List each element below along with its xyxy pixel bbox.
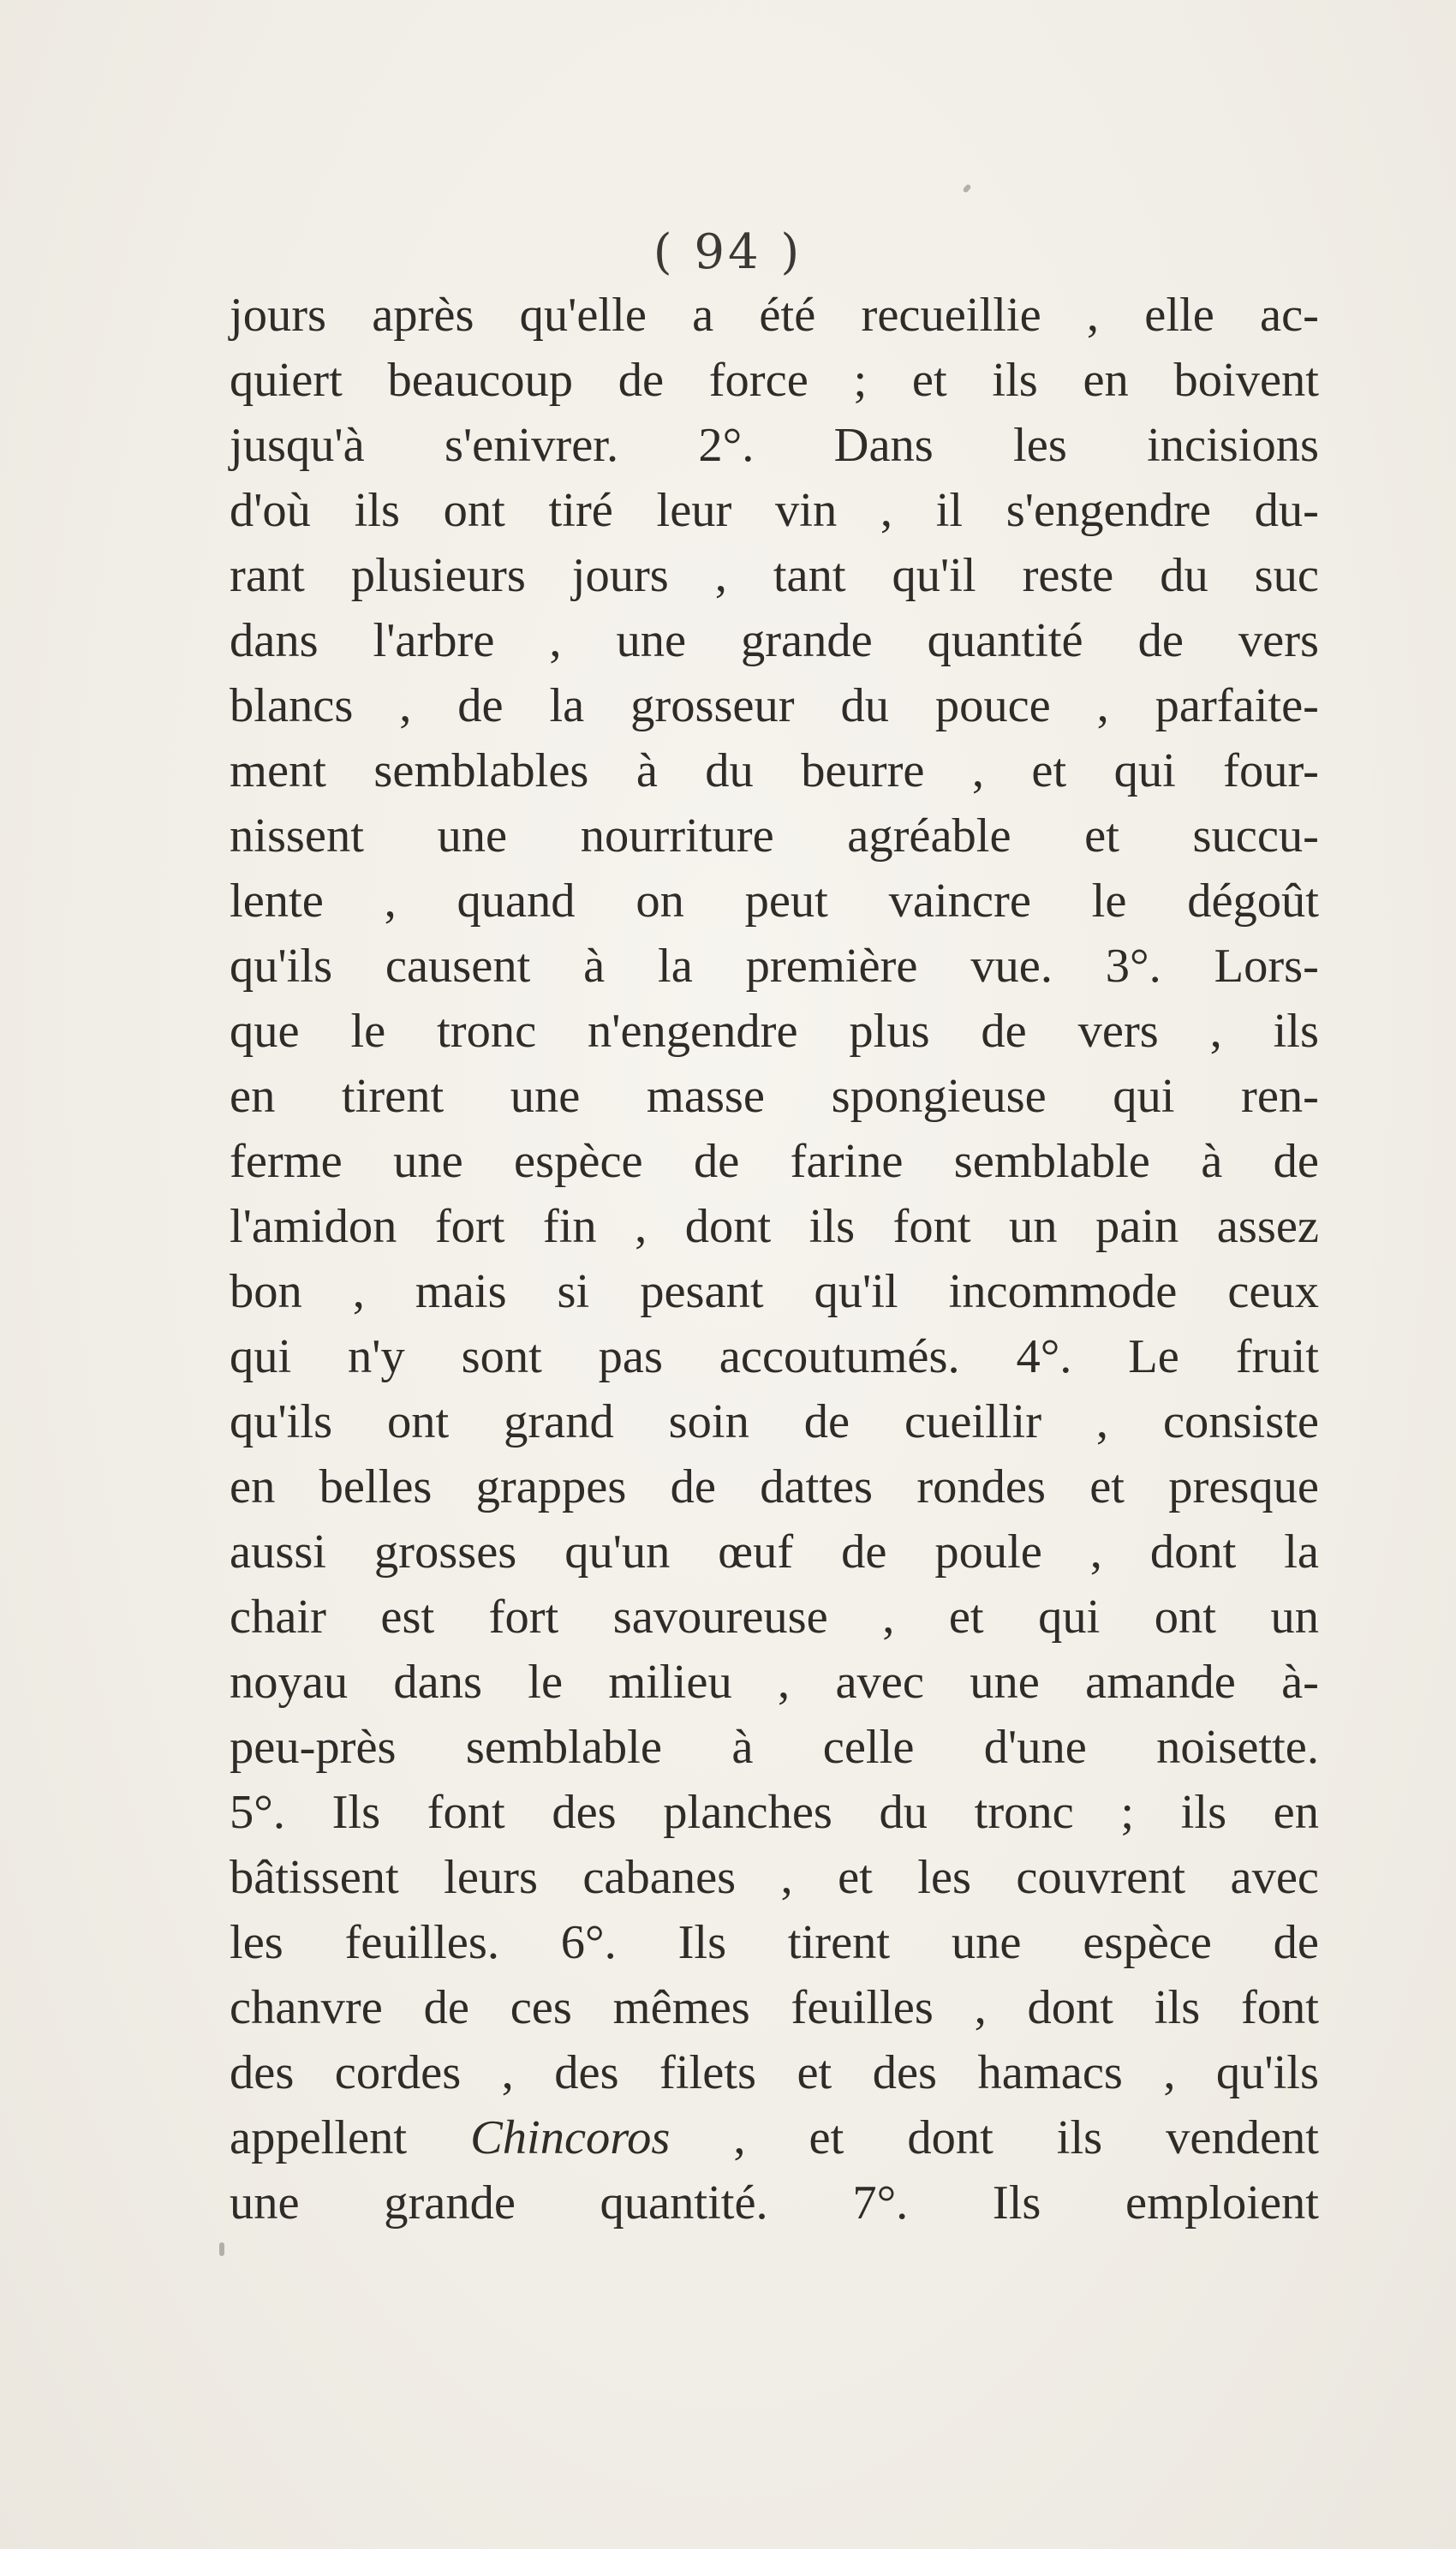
text-line: jusqu'à s'enivrer. 2°. Dans les incisions: [230, 419, 1319, 472]
text-line: aussi grosses qu'un œuf de poule , dont la: [230, 1525, 1319, 1579]
text-line: une grande quantité. 7°. Ils emploient: [230, 2176, 1319, 2230]
text-line: 5°. Ils font des planches du tronc ; ils en: [230, 1786, 1319, 1839]
text-line: qu'ils causent à la première vue. 3°. Lors-: [230, 940, 1319, 993]
text-segment: appellent: [230, 2111, 471, 2164]
text-line: blancs , de la grosseur du pouce , parfaite-: [230, 679, 1319, 732]
text-line: rant plusieurs jours , tant qu'il reste du suc: [230, 549, 1319, 602]
text-segment: , et dont ils vendent: [670, 2111, 1319, 2164]
text-line: d'où ils ont tiré leur vin , il s'engendre du-: [230, 484, 1319, 537]
text-line: qui n'y sont pas accoutumés. 4°. Le fruit: [230, 1330, 1319, 1383]
paper-speck: [962, 183, 971, 194]
text-line: chanvre de ces mêmes feuilles , dont ils font: [230, 1981, 1319, 2034]
text-line-chincoros: [230, 2105, 1319, 2170]
text-line: en tirent une masse spongieuse qui ren-: [230, 1070, 1319, 1123]
text-line: ferme une espèce de farine semblable à de: [230, 1135, 1319, 1188]
text-line: bon , mais si pesant qu'il incommode ceux: [230, 1265, 1319, 1318]
text-line: que le tronc n'engendre plus de vers , ils: [230, 1005, 1319, 1058]
text-line: peu-près semblable à celle d'une noisette.: [230, 1721, 1319, 1774]
text-line: qu'ils ont grand soin de cueillir , consiste: [230, 1395, 1319, 1448]
italic-term: Chincoros: [470, 2111, 671, 2164]
page-number: ( 94 ): [653, 224, 803, 280]
text-line: dans l'arbre , une grande quantité de vers: [230, 614, 1319, 667]
text-line: les feuilles. 6°. Ils tirent une espèce de: [230, 1916, 1319, 1969]
body-text: [230, 283, 1319, 2236]
text-line: ment semblables à du beurre , et qui four-: [230, 744, 1319, 797]
text-line: quiert beaucoup de force ; et ils en boivent: [230, 354, 1319, 407]
text-line: chair est fort savoureuse , et qui ont un: [230, 1591, 1319, 1644]
text-line: nissent une nourriture agréable et succu-: [230, 809, 1319, 863]
text-line: lente , quand on peut vaincre le dégoût: [230, 875, 1319, 928]
text-line: l'amidon fort fin , dont ils font un pain assez: [230, 1200, 1319, 1253]
text-line: noyau dans le milieu , avec une amande à-: [230, 1656, 1319, 1709]
paper-speck: [219, 2242, 224, 2256]
text-line: des cordes , des filets et des hamacs , qu'ils: [230, 2046, 1319, 2099]
text-line: en belles grappes de dattes rondes et presque: [230, 1460, 1319, 1513]
text-line: bâtissent leurs cabanes , et les couvrent avec: [230, 1851, 1319, 1904]
text-line: jours après qu'elle a été recueillie , elle ac-: [230, 289, 1319, 342]
